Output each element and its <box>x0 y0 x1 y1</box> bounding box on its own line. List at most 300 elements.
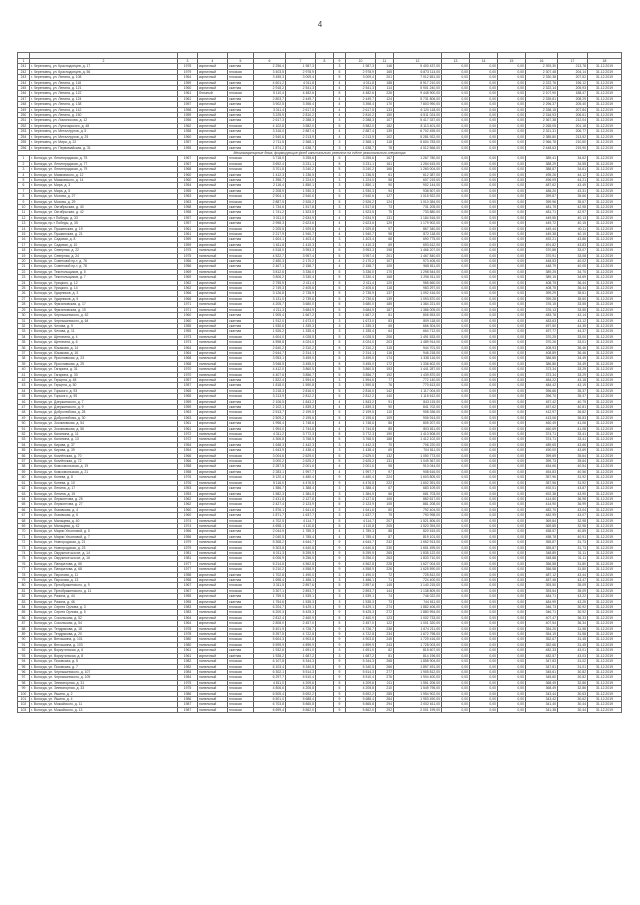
table-cell: 0,00 <box>442 156 470 161</box>
table-cell: г. Вологда, ул. Чернышевского, д. 64 <box>30 318 178 323</box>
table-cell: 354,20 <box>526 626 558 631</box>
table-cell: 241 <box>18 64 30 69</box>
table-cell: 97 <box>376 226 394 231</box>
table-cell: 4 <box>18 172 30 177</box>
table-cell: скатная <box>228 172 254 177</box>
table-cell: 5 <box>334 583 346 588</box>
table-cell: 2 739,6 <box>286 296 316 301</box>
table-cell: 0,00 <box>442 307 470 312</box>
table-cell: плоская <box>228 69 254 74</box>
table-cell: 0,00 <box>498 96 526 101</box>
table-cell: г. Вологда, ул. Ярославская, д. 23 <box>30 356 178 361</box>
table-cell: кирпичный <box>198 426 228 431</box>
table-cell: 2 457,0 <box>346 621 376 626</box>
table-cell: скатная <box>228 64 254 69</box>
table-cell: 0,00 <box>498 534 526 539</box>
table-cell: скатная <box>228 318 254 323</box>
table-cell: 43,14 <box>558 313 588 318</box>
table-cell: 72 <box>18 540 30 545</box>
table-cell: 38 <box>18 356 30 361</box>
table-cell: 1960 <box>178 507 198 512</box>
table-cell: панельный <box>198 669 228 674</box>
table-cell: 1 442,3 <box>346 442 376 447</box>
table-cell: 1961 <box>178 648 198 653</box>
table-cell: 36,46 <box>558 345 588 350</box>
table-cell: 0,00 <box>442 377 470 382</box>
table-cell: 1 667,2 <box>286 313 316 318</box>
table-cell: 31.12.2019 <box>588 534 622 539</box>
table-cell: 31.12.2019 <box>588 496 622 501</box>
table-cell: 0,00 <box>470 448 498 453</box>
table-cell: 4 903,8 <box>286 637 316 642</box>
table-cell: г. Вологда, ул. Гагарина, д. 33 <box>30 372 178 377</box>
table-cell: 1 384,5 <box>346 491 376 496</box>
table-cell: скатная <box>228 80 254 85</box>
table-cell: 5 340,5 <box>286 664 316 669</box>
table-cell: 4 <box>334 426 346 431</box>
table-cell: 388,87 <box>526 167 558 172</box>
table-cell: 0,00 <box>498 204 526 209</box>
table-cell: 263 <box>376 556 394 561</box>
table-cell: 31.12.2019 <box>588 167 622 172</box>
table-cell: 489,65 <box>526 442 558 447</box>
table-cell: 1 298 544,00 <box>394 269 442 274</box>
table-cell: панельный <box>198 361 228 366</box>
table-cell: 3 330,4 <box>346 275 376 280</box>
table-cell: 1 874,2 <box>254 145 286 150</box>
table-cell: 10 <box>18 204 30 209</box>
table-cell: 0,00 <box>442 518 470 523</box>
table-cell: 210,60 <box>558 140 588 145</box>
table-cell: 0,00 <box>442 172 470 177</box>
table-cell: 35,37 <box>558 394 588 399</box>
table-cell: 0,00 <box>470 275 498 280</box>
table-cell: 0,00 <box>498 64 526 69</box>
table-cell: 1 687,2 <box>346 653 376 658</box>
table-cell: г. Вологда, ул. Львовская, д. 4 <box>30 507 178 512</box>
table-cell: плоская <box>228 291 254 296</box>
table-cell: 95 <box>18 664 30 669</box>
table-cell: 1960 <box>178 86 198 91</box>
table-cell: 1963 <box>178 410 198 415</box>
table-cell: 0,00 <box>498 372 526 377</box>
table-cell: 2 199,5 <box>286 410 316 415</box>
table-cell: кирпичный <box>198 259 228 264</box>
table-cell: 0,00 <box>442 204 470 209</box>
column-number-cell: 4 <box>198 59 228 64</box>
table-cell: 9 <box>334 675 346 680</box>
table-cell: 1 539,1 <box>346 594 376 599</box>
table-cell: 40,05 <box>558 264 588 269</box>
table-cell: 5 120,4 <box>254 475 286 480</box>
table-cell: г. Вологда, ул. Окружное шоссе, д. 14 <box>30 550 178 555</box>
table-cell: 0,00 <box>442 686 470 691</box>
table-cell: 40 <box>18 367 30 372</box>
table-cell: 245 <box>18 86 30 91</box>
table-cell: 31.12.2019 <box>588 529 622 534</box>
table-cell: 1958 <box>178 210 198 215</box>
column-number-cell: 9 <box>334 59 346 64</box>
table-cell: 2 411,4 <box>286 280 316 285</box>
table-cell: 26 <box>18 291 30 296</box>
table-cell: г. Череповец, ул. Ленина, д. 116 <box>30 80 178 85</box>
table-cell: 0,00 <box>442 86 470 91</box>
table-cell: 1955 <box>178 599 198 604</box>
table-cell: 0,00 <box>442 129 470 134</box>
table-cell: 9 <box>334 642 346 647</box>
table-cell: 1970 <box>178 372 198 377</box>
table-cell: 5 <box>334 253 346 258</box>
table-cell: 1955 <box>178 594 198 599</box>
table-cell: 40,81 <box>558 405 588 410</box>
table-cell: 9 <box>334 696 346 701</box>
table-cell: 1 093 870,00 <box>394 296 442 301</box>
table-cell: г. Вологда, ул. Фрязиновская, д. 19 <box>30 307 178 312</box>
table-cell: 5 <box>334 123 346 128</box>
table-cell: 5 <box>18 177 30 182</box>
table-cell: 40,02 <box>558 259 588 264</box>
table-cell: 9 <box>334 664 346 669</box>
table-cell: г. Вологда, ул. Зосимовская, д. 54 <box>30 421 178 426</box>
table-cell: г. Череповец, ул. Краснодонцев, д. 56 <box>30 69 178 74</box>
table-cell: 9 <box>334 637 346 642</box>
table-cell: 408,93 <box>526 345 558 350</box>
table-cell: 1958 <box>178 572 198 577</box>
table-cell: 0,00 <box>442 523 470 528</box>
table-cell: 40,10 <box>558 232 588 237</box>
table-cell: 31.12.2019 <box>588 675 622 680</box>
table-cell: г. Вологда, ул. Октябрьская, д. 42 <box>30 210 178 215</box>
table-cell: 0,00 <box>442 388 470 393</box>
table-cell: 0,00 <box>470 680 498 685</box>
table-cell: 0,00 <box>470 96 498 101</box>
table-cell: 174 <box>376 356 394 361</box>
table-cell: 0,00 <box>442 578 470 583</box>
table-cell: 31.12.2019 <box>588 123 622 128</box>
table-cell: 482,57 <box>526 653 558 658</box>
table-cell: 146 <box>376 64 394 69</box>
table-cell: 43 <box>18 383 30 388</box>
table-cell: 1 954 902,00 <box>394 691 442 696</box>
table-cell: 4 <box>334 80 346 85</box>
table-cell: 3 336,0 <box>346 269 376 274</box>
table-cell: 265 <box>376 550 394 555</box>
table-cell: 250 <box>18 113 30 118</box>
table-cell: 806 553,00 <box>394 313 442 318</box>
table-cell: плоская <box>228 626 254 631</box>
table-cell: плоская <box>228 637 254 642</box>
table-cell: 2 457,0 <box>286 621 316 626</box>
table-cell: 1 384,5 <box>286 491 316 496</box>
table-cell: 7 <box>18 188 30 193</box>
table-cell: 13 <box>18 221 30 226</box>
table-cell: 44,12 <box>558 172 588 177</box>
table-cell: 3 126,8 <box>254 291 286 296</box>
table-cell: 4 562,8 <box>286 561 316 566</box>
table-cell: 4 205,8 <box>346 686 376 691</box>
table-cell: кирпичный <box>198 578 228 583</box>
table-cell: 5 <box>334 275 346 280</box>
table-cell: 1 335,4 <box>286 329 316 334</box>
table-cell: 0,00 <box>498 302 526 307</box>
table-cell: 0,00 <box>442 361 470 366</box>
table-cell: 3 772,3 <box>346 432 376 437</box>
table-cell: 1 651 499,00 <box>394 545 442 550</box>
table-cell: 1962 <box>178 123 198 128</box>
table-cell: 1 594,6 <box>286 377 316 382</box>
table-cell: 31.12.2019 <box>588 594 622 599</box>
table-cell: 4 028,5 <box>286 334 316 339</box>
table-cell: 50 <box>18 421 30 426</box>
table-cell: кирпичный <box>198 350 228 355</box>
table-cell: 2 998,3 <box>254 221 286 226</box>
table-cell: г. Череповец, ул. Ленина, д. 150 <box>30 113 178 118</box>
table-cell: 31.12.2019 <box>588 518 622 523</box>
table-cell: 4 011,8 <box>286 80 316 85</box>
table-cell: 1 010 384,00 <box>394 199 442 204</box>
table-cell: 1 486,1 <box>286 578 316 583</box>
table-cell: 2 170,2 <box>286 259 316 264</box>
table-cell: 0,00 <box>470 426 498 431</box>
table-cell: 3 692,4 <box>254 161 286 166</box>
table-cell: 2 222,76 <box>526 80 558 85</box>
table-cell: 5 <box>334 167 346 172</box>
table-cell: 396,70 <box>526 394 558 399</box>
table-cell: 31.12.2019 <box>588 523 622 528</box>
table-cell: 0,00 <box>470 659 498 664</box>
table-cell: 9 <box>334 567 346 572</box>
table-cell: 6 297,7 <box>254 675 286 680</box>
table-cell: 2 509,2 <box>254 415 286 420</box>
table-cell: 83 <box>376 318 394 323</box>
table-cell: 7 803 990,00 <box>394 102 442 107</box>
table-cell: кирпичный <box>198 329 228 334</box>
table-cell: 31.12.2019 <box>588 340 622 345</box>
table-cell: 408,75 <box>526 286 558 291</box>
table-cell: 0,00 <box>470 107 498 112</box>
table-cell: 2 887,4 <box>286 129 316 134</box>
table-cell: 792 404,00 <box>394 507 442 512</box>
table-cell: 2 540,6 <box>346 194 376 199</box>
table-cell: 2 001,6 <box>286 464 316 469</box>
table-cell: 0,00 <box>442 286 470 291</box>
table-cell: 42 <box>18 377 30 382</box>
table-cell: 0,00 <box>442 426 470 431</box>
table-cell: 1979 <box>178 69 198 74</box>
table-cell: 1 785,4 <box>286 534 316 539</box>
table-cell: 5 303,8 <box>254 545 286 550</box>
table-cell: 2 001,6 <box>346 464 376 469</box>
table-cell: 3 768,5 <box>346 437 376 442</box>
table-cell: 1 748,6 <box>346 421 376 426</box>
table-cell: 483,63 <box>526 318 558 323</box>
table-cell: 31.12.2019 <box>588 280 622 285</box>
table-cell: кирпичный <box>198 496 228 501</box>
table-cell: 1980 <box>178 637 198 642</box>
table-cell: 2 812,2 <box>286 394 316 399</box>
table-cell: 133 <box>376 107 394 112</box>
table-cell: 1956 <box>178 529 198 534</box>
table-cell: 1961 <box>178 653 198 658</box>
table-cell: 9 <box>334 702 346 707</box>
table-cell: 664 712,00 <box>394 329 442 334</box>
table-cell: 0,00 <box>498 691 526 696</box>
table-cell: г. Вологда, ул. Воркутинская, д. 6 <box>30 648 178 653</box>
table-cell: 1982 <box>178 664 198 669</box>
table-cell: г. Вологда, ул. Чехова, д. 9 <box>30 323 178 328</box>
table-cell: 612 387,00 <box>394 172 442 177</box>
table-cell: 31.12.2019 <box>588 642 622 647</box>
table-cell: кирпичный <box>198 534 228 539</box>
table-cell: 490,00 <box>526 448 558 453</box>
table-cell: 226 <box>376 567 394 572</box>
table-cell: 1 843,2 <box>286 399 316 404</box>
table-cell: 0,00 <box>470 350 498 355</box>
table-cell: 0,00 <box>442 318 470 323</box>
table-cell: 399,96 <box>526 199 558 204</box>
table-cell: 5 <box>334 502 346 507</box>
table-cell: 0,00 <box>470 432 498 437</box>
column-number-cell: 7 <box>286 59 316 64</box>
table-cell: 33,41 <box>558 437 588 442</box>
table-cell: 36,99 <box>558 502 588 507</box>
table-cell: 31.12.2019 <box>588 442 622 447</box>
table-cell: кирпичный <box>198 161 228 166</box>
table-cell: плоская <box>228 367 254 372</box>
table-cell: 2 625,2 <box>286 459 316 464</box>
table-cell: 170 <box>376 269 394 274</box>
table-cell: 1973 <box>178 334 198 339</box>
table-cell: г. Вологда, ул. Чернышевского, д. 62 <box>30 313 178 318</box>
table-cell: панельный <box>198 659 228 664</box>
table-cell: 481,71 <box>526 210 558 215</box>
table-cell: 2 338,15 <box>526 107 558 112</box>
table-cell: 1963 <box>178 415 198 420</box>
table-cell: 3 <box>334 183 346 188</box>
table-cell: 56 <box>18 453 30 458</box>
table-cell: 5 <box>334 680 346 685</box>
table-cell: 31.12.2019 <box>588 556 622 561</box>
table-cell: 1960 <box>178 513 198 518</box>
table-cell: 0,00 <box>498 123 526 128</box>
table-cell: г. Вологда, ул. Лермонтова, д. 25 <box>30 496 178 501</box>
table-cell: кирпичный <box>198 464 228 469</box>
table-cell: кирпичный <box>198 529 228 534</box>
table-cell: 0,00 <box>442 615 470 620</box>
table-cell: 0,00 <box>442 453 470 458</box>
table-cell: 4 412,0 <box>254 367 286 372</box>
table-cell: 3 398,4 <box>286 102 316 107</box>
table-cell: кирпичный <box>198 421 228 426</box>
table-cell: 3 902,5 <box>254 102 286 107</box>
table-cell: кирпичный <box>198 653 228 658</box>
table-cell: скатная <box>228 145 254 150</box>
table-cell: 31.12.2019 <box>588 296 622 301</box>
table-cell: 1968 <box>178 361 198 366</box>
table-cell: 1978 <box>178 626 198 631</box>
table-cell: 0,00 <box>442 561 470 566</box>
table-cell: 31.12.2019 <box>588 632 622 637</box>
table-cell: 368,49 <box>526 680 558 685</box>
table-cell: плоская <box>228 248 254 253</box>
table-cell: 2 448,63 <box>526 145 558 150</box>
table-cell: 31.12.2019 <box>588 621 622 626</box>
table-cell: 188,47 <box>558 91 588 96</box>
table-cell: 2 368,1 <box>346 140 376 145</box>
table-cell: 1 687,2 <box>286 653 316 658</box>
table-cell: г. Вологда, пр-т Победы, д. 35 <box>30 221 178 226</box>
table-cell: 1 843,2 <box>346 399 376 404</box>
table-cell: 43,22 <box>558 594 588 599</box>
table-cell: 31.12.2019 <box>588 199 622 204</box>
table-cell: 770 613,00 <box>394 383 442 388</box>
table-cell: г. Череповец, ул. Первомайская, д. 31 <box>30 145 178 150</box>
table-cell: 0,00 <box>470 502 498 507</box>
table-cell: 31.12.2019 <box>588 583 622 588</box>
table-cell: кирпичный <box>198 313 228 318</box>
table-cell: 31.12.2019 <box>588 513 622 518</box>
table-cell: 5 514,3 <box>346 669 376 674</box>
table-cell: плоская <box>228 545 254 550</box>
table-cell: 43,01 <box>558 648 588 653</box>
table-cell: плоская <box>228 696 254 701</box>
table-cell: 103 <box>18 707 30 712</box>
table-cell: 414,90 <box>526 502 558 507</box>
table-cell: 70 <box>18 529 30 534</box>
table-cell: 98 <box>18 680 30 685</box>
table-cell: скатная <box>228 534 254 539</box>
table-cell: 31.12.2019 <box>588 334 622 339</box>
table-cell: 2 449,7 <box>286 96 316 101</box>
table-cell: 910 044,00 <box>394 464 442 469</box>
table-cell: 481,75 <box>526 204 558 209</box>
table-cell: 40,11 <box>558 226 588 231</box>
table-cell: 882 617,00 <box>394 496 442 501</box>
table-cell: 5 110,4 <box>254 91 286 96</box>
table-cell: 78 <box>376 145 394 150</box>
table-cell: 4 476,5 <box>346 480 376 485</box>
table-cell: плоская <box>228 167 254 172</box>
table-cell: 32,86 <box>558 680 588 685</box>
table-cell: 0,00 <box>498 210 526 215</box>
table-cell: 0,00 <box>442 572 470 577</box>
table-cell: 0,00 <box>442 534 470 539</box>
table-cell: 33 <box>18 329 30 334</box>
table-cell: 1 442,3 <box>286 442 316 447</box>
table-cell: 0,00 <box>442 599 470 604</box>
table-cell: 9 <box>334 480 346 485</box>
table-cell: 1955 <box>178 323 198 328</box>
table-cell: панельный <box>198 550 228 555</box>
table-cell: 0,00 <box>498 75 526 80</box>
table-cell: 25 <box>18 286 30 291</box>
table-cell: 2 288,3 <box>286 118 316 123</box>
table-cell: 1961 <box>178 91 198 96</box>
table-cell: 841 702,00 <box>394 405 442 410</box>
table-cell: кирпичный <box>198 194 228 199</box>
table-cell: 6 703,8 <box>254 702 286 707</box>
table-cell: 6 302,1 <box>254 669 286 674</box>
table-cell: скатная <box>228 259 254 264</box>
table-cell: скатная <box>228 183 254 188</box>
table-cell: 0,00 <box>442 350 470 355</box>
table-cell: 772 140,00 <box>394 377 442 382</box>
table-cell: 1961 <box>178 421 198 426</box>
table-cell: 0,00 <box>470 437 498 442</box>
table-cell: кирпичный <box>198 237 228 242</box>
table-cell: 1959 <box>178 113 198 118</box>
table-cell: 0,00 <box>498 350 526 355</box>
